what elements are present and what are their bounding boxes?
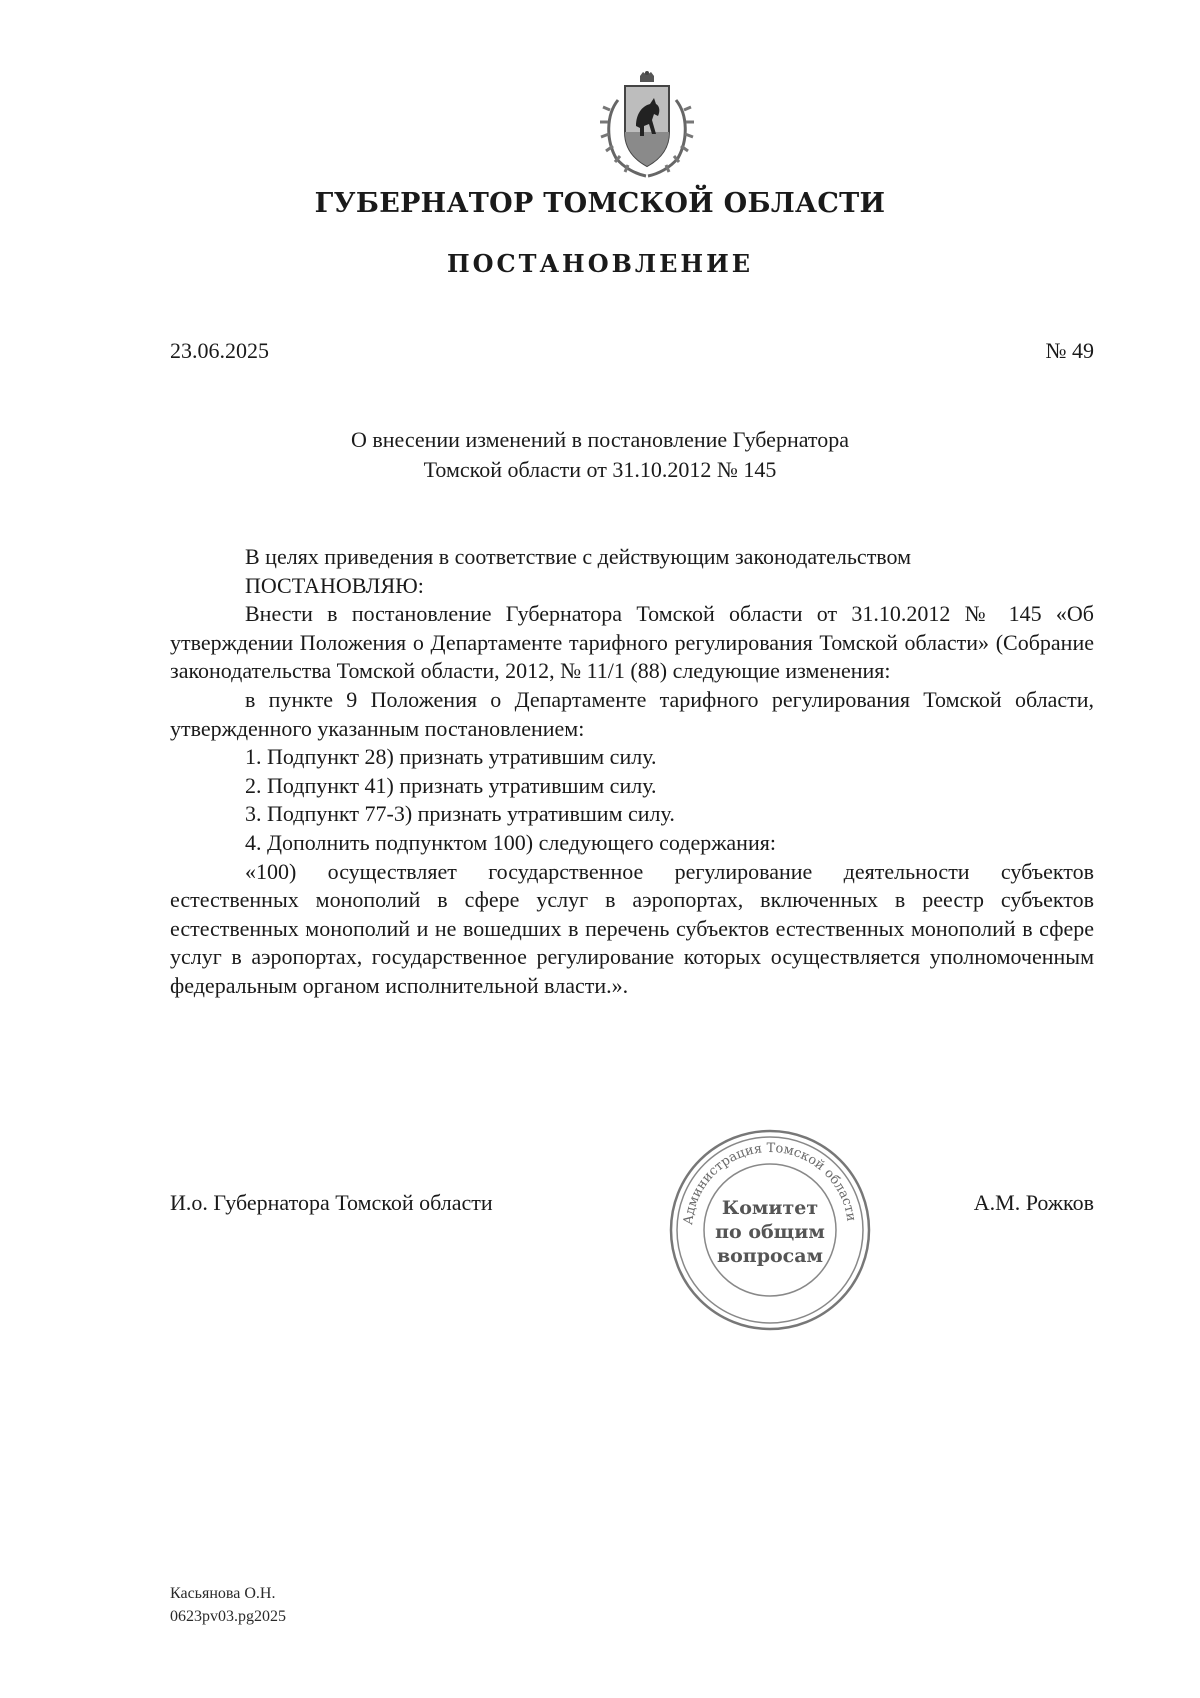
stamp-line: вопросам — [716, 1245, 824, 1267]
stamp-ring-text: Администрация Томской области — [681, 1140, 859, 1226]
document-title — [0, 425, 1200, 485]
title-line: Томской области от 31.10.2012 № 145 — [423, 457, 777, 482]
list-item: 1. Подпункт 28) признать утратившим силу. — [245, 744, 657, 770]
paragraph: Внести в постановление Губернатора Томской области от 31.10.2012 № 145 «Об утверждении Положения о Департаменте тарифного регулирования Томской области» (Собрание законодательства Томской области, 2012, № 11/1 (88) следующие изменения: — [170, 601, 1094, 684]
paragraph: В целях приведения в соответствие с действующим законодательством — [245, 544, 912, 569]
file-code: 0623pv03.pg2025 — [170, 1608, 286, 1625]
official-stamp — [668, 1128, 872, 1332]
list-item: 2. Подпункт 41) признать утратившим силу. — [245, 772, 657, 798]
coat-of-arms-icon — [588, 70, 706, 180]
signatory-position: И.о. Губернатора Томской области — [170, 1190, 493, 1215]
document-body — [170, 543, 1094, 1001]
list-item: 4. Дополнить подпунктом 100) следующего содержания: — [245, 829, 776, 855]
document-number: № 49 — [1045, 338, 1094, 363]
document-type: ПОСТАНОВЛЕНИЕ — [446, 249, 754, 278]
stamp-line: Комитет — [721, 1197, 819, 1219]
document-date: 23.06.2025 — [170, 338, 269, 363]
signatory-name: А.М. Рожков — [973, 1190, 1094, 1215]
list-item: 3. Подпункт 77-3) признать утратившим силу. — [245, 801, 675, 827]
resolution-word: ПОСТАНОВЛЯЮ: — [245, 572, 424, 598]
paragraph: в пункте 9 Положения о Департаменте тарифного регулирования Томской области, утвержденного указанным постановлением: — [170, 686, 1094, 741]
executor-name: Касьянова О.Н. — [170, 1585, 276, 1602]
paragraph: «100) осуществляет государственное регулирование деятельности субъектов естественных монополий в сфере услуг в аэропортах, включенных в реестр субъектов естественных монополий и не вошедших в перечень субъектов естественных монополий в сфере услуг в аэропортах, государственное регулирование которых осуществляется уполномоченным федеральным органом исполнительной власти.». — [170, 858, 1094, 998]
issuing-authority: ГУБЕРНАТОР ТОМСКОЙ ОБЛАСТИ — [314, 188, 886, 219]
executor-footer — [170, 1582, 286, 1628]
stamp-line: по общим — [715, 1221, 825, 1243]
title-line: О внесении изменений в постановление Губернатора — [350, 427, 850, 452]
